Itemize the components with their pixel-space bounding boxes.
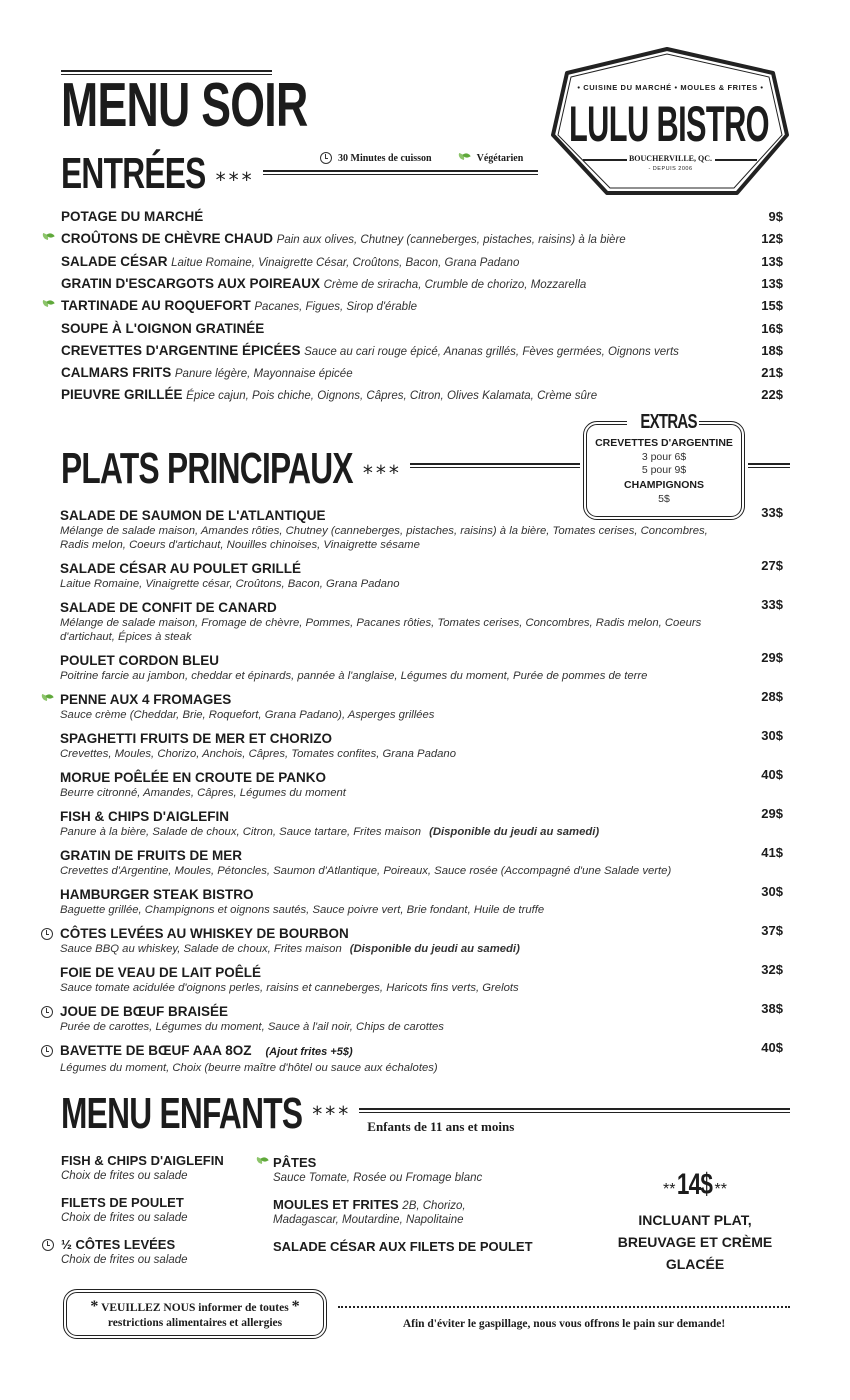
- item-desc: Sauce au cari rouge épicé, Ananas grillés, Fèves germées, Oignons verts: [304, 345, 679, 358]
- item-name: SALADE DE CONFIT DE CANARD: [60, 600, 277, 615]
- item-desc: Crème de sriracha, Crumble de chorizo, Mozzarella: [323, 278, 587, 291]
- item-name: JOUE DE BŒUF BRAISÉE: [60, 1004, 229, 1019]
- item-price: 13$: [761, 253, 783, 269]
- item-desc: Choix de frites ou salade: [61, 1212, 188, 1224]
- item-availability: (Disponible du jeudi au samedi): [349, 943, 520, 955]
- item-name: POULET CORDON BLEU: [60, 653, 220, 668]
- item-desc: Laitue Romaine, Vinaigrette César, Croûtons, Bacon, Grana Padano: [171, 256, 520, 269]
- item-desc: Baguette grillée, Champignons et oignons sautés, Sauce poivre vert, Brie fondant, Huile de truffe: [60, 904, 545, 916]
- item-name-note: (Ajout frites +5$): [265, 1046, 353, 1058]
- logo: [547, 45, 794, 197]
- item-name: CALMARS FRITS: [61, 365, 172, 381]
- kids-item: [273, 1197, 533, 1227]
- item-price: 40$: [761, 767, 783, 782]
- plat-item: [60, 691, 783, 722]
- item-desc: Sauce crème (Cheddar, Brie, Roquefort, Grana Padano), Asperges grillées: [60, 709, 435, 721]
- entrees-rule: [263, 170, 538, 175]
- item-name: PENNE AUX 4 FROMAGES: [60, 692, 232, 707]
- timer-icon: [320, 152, 332, 164]
- plat-item: [60, 808, 783, 839]
- timer-icon: [41, 1045, 53, 1057]
- item-name: FISH & CHIPS D'AIGLEFIN: [60, 809, 229, 824]
- item-desc: Laitue Romaine, Vinaigrette césar, Croûtons, Bacon, Grana Padano: [60, 578, 400, 590]
- item-desc: Purée de carottes, Légumes du moment, Sauce à l'ail noir, Chips de carottes: [60, 1021, 444, 1033]
- entree-item: [61, 321, 783, 336]
- plat-item: [60, 560, 783, 591]
- enfants-rule: [359, 1108, 790, 1113]
- entree-item: [61, 209, 783, 224]
- item-price: 33$: [761, 597, 783, 612]
- item-price: 29$: [761, 650, 783, 665]
- item-price: 28$: [761, 689, 783, 704]
- item-desc: Sauce tomate acidulée d'oignons perles, raisins et canneberges, Haricots fins verts, Grelots: [60, 982, 519, 994]
- plat-item: [60, 1003, 783, 1034]
- item-name: PIEUVRE GRILLÉE: [61, 387, 183, 403]
- item-price: 32$: [761, 962, 783, 977]
- item-name: GRATIN D'ESCARGOTS AUX POIREAUX: [61, 275, 320, 291]
- dotted-rule: [338, 1306, 790, 1308]
- item-price: 30$: [761, 728, 783, 743]
- legend-timer-label: 30 Minutes de cuisson: [338, 152, 432, 164]
- item-desc: Poitrine farcie au jambon, cheddar et épinards, pannée à l'anglaise, Légumes du moment, Purée de pommes de terre: [60, 670, 648, 682]
- item-price: 40$: [761, 1040, 783, 1055]
- entree-item: [61, 254, 783, 269]
- extras-title: EXTRAS: [627, 412, 699, 432]
- allergy-notice: * VEUILLEZ NOUS informer de toutes * restrictions alimentaires et allergies: [63, 1289, 327, 1339]
- plats-stars: ***: [362, 461, 402, 485]
- plat-item: [60, 730, 783, 761]
- item-name: TARTINADE AU ROQUEFORT: [61, 298, 251, 314]
- item-name: FOIE DE VEAU DE LAIT POÊLÉ: [60, 965, 262, 980]
- item-name: SALADE CÉSAR AU POULET GRILLÉ: [60, 561, 302, 576]
- item-desc: Choix de frites ou salade: [61, 1170, 188, 1182]
- item-price: 33$: [761, 505, 783, 520]
- item-name: BAVETTE DE BŒUF AAA 8OZ: [60, 1043, 252, 1058]
- item-name: SPAGHETTI FRUITS DE MER ET CHORIZO: [60, 731, 333, 746]
- item-desc: Légumes du moment, Choix (beurre maître d'hôtel ou sauce aux échalotes): [60, 1062, 438, 1074]
- item-desc: Épice cajun, Pois chiche, Oignons, Câpres, Citron, Olives Kalamata, Crème sûre: [186, 390, 598, 403]
- entree-item: [61, 387, 783, 402]
- extras-line: 3 pour 6$: [641, 451, 687, 463]
- item-name: MORUE POÊLÉE EN CROUTE DE PANKO: [60, 770, 327, 785]
- item-name: GRATIN DE FRUITS DE MER: [60, 848, 242, 863]
- leaf-icon: [458, 153, 471, 164]
- item-price: 38$: [761, 1001, 783, 1016]
- enfants-title: MENU ENFANTS: [61, 1089, 303, 1138]
- item-name: CÔTES LEVÉES AU WHISKEY DE BOURBON: [60, 926, 349, 941]
- item-name: SOUPE À L'OIGNON GRATINÉE: [61, 320, 265, 336]
- leaf-icon: [42, 233, 55, 244]
- plat-item: [60, 847, 783, 878]
- item-price: 9$: [768, 209, 783, 224]
- timer-icon: [42, 1239, 54, 1251]
- item-price: 30$: [761, 884, 783, 899]
- item-availability: (Disponible du jeudi au samedi): [429, 826, 600, 838]
- item-desc: Crevettes, Moules, Chorizo, Anchois, Câpres, Tomates confites, Grana Padano: [60, 748, 457, 760]
- item-name: CREVETTES D'ARGENTINE ÉPICÉES: [61, 342, 301, 358]
- extras-line: CHAMPIGNONS: [624, 479, 704, 491]
- extras-box: [583, 412, 745, 520]
- plat-item: [60, 599, 783, 644]
- plat-item: [60, 507, 783, 552]
- item-price: 37$: [761, 923, 783, 938]
- item-name: POTAGE DU MARCHÉ: [61, 209, 204, 224]
- item-desc: Panure à la bière, Salade de choux, Citron, Sauce tartare, Frites maison: [60, 826, 422, 838]
- leaf-icon: [42, 300, 55, 311]
- logo-city: BOUCHERVILLE, QC.: [628, 154, 713, 163]
- item-desc: Mélange de salade maison, Fromage de chèvre, Pommes, Pacanes rôties, Tomates cerises, Concombres, Radis melon, Coeurs d'artichaut, Épices à steak: [60, 617, 702, 643]
- legend-veg-label: Végétarien: [476, 152, 524, 164]
- item-price: 12$: [761, 231, 783, 247]
- plats-list: [60, 507, 783, 1083]
- entree-item: [61, 298, 783, 313]
- item-desc: Crevettes d'Argentine, Moules, Pétoncles, Saumon d'Atlantique, Poireaux, Sauce rosée (Accompagné d'une Salade verte): [60, 865, 672, 877]
- item-price: 29$: [761, 806, 783, 821]
- plat-item: [60, 652, 783, 683]
- item-price: 22$: [761, 387, 783, 403]
- timer-icon: [41, 928, 53, 940]
- item-name: HAMBURGER STEAK BISTRO: [60, 887, 254, 902]
- entrees-title: ENTRÉES: [61, 149, 206, 198]
- logo-tagline: • CUISINE DU MARCHÉ • MOULES & FRITES •: [577, 83, 764, 92]
- extras-line: 5$: [658, 493, 670, 505]
- enfants-stars: ***: [312, 1102, 352, 1126]
- item-desc: Mélange de salade maison, Amandes rôties, Chutney (canneberges, pistaches, raisins) à la bière, Tomates cerises, Concombres, Radis melon, Coeurs d'artichaut, Nouilles chinoises, Vinaigrette sésame: [60, 525, 708, 551]
- item-name: MOULES ET FRITES: [273, 1197, 399, 1212]
- item-desc: Panure légère, Mayonnaise épicée: [174, 368, 353, 381]
- page-title: MENU SOIR: [61, 71, 308, 140]
- bread-notice: Afin d'éviter le gaspillage, nous vous offrons le pain sur demande!: [402, 1318, 726, 1330]
- kids-item: [273, 1155, 533, 1185]
- item-desc-inline: 2B, Chorizo,: [402, 1200, 466, 1212]
- extras-line: CREVETTES D'ARGENTINE: [595, 437, 733, 449]
- item-desc: Sauce Tomate, Rosée ou Fromage blanc: [273, 1172, 483, 1184]
- item-name: SALADE DE SAUMON DE L'ATLANTIQUE: [60, 508, 326, 523]
- item-price: 27$: [761, 558, 783, 573]
- legend: [320, 152, 523, 164]
- leaf-icon: [256, 1157, 269, 1168]
- item-name: FILETS DE POULET: [61, 1195, 184, 1210]
- plat-item: [60, 1042, 783, 1075]
- item-desc: Choix de frites ou salade: [61, 1254, 188, 1266]
- entree-item: [61, 231, 783, 246]
- enfants-price-block: [600, 1168, 790, 1275]
- plats-rule: [410, 463, 580, 468]
- item-price: 18$: [761, 342, 783, 358]
- entree-item: [61, 365, 783, 380]
- entree-item: [61, 276, 783, 291]
- entree-item: [61, 343, 783, 358]
- item-name: PÂTES: [273, 1155, 317, 1170]
- timer-icon: [41, 1006, 53, 1018]
- enfants-includes: INCLUANT PLAT, BREUVAGE ET CRÈME GLACÉE: [617, 1212, 773, 1272]
- item-price: 21$: [761, 365, 783, 381]
- item-desc: Pain aux olives, Chutney (canneberges, pistaches, raisins) à la bière: [276, 234, 626, 247]
- item-price: 16$: [761, 320, 783, 336]
- kids-item: [273, 1239, 533, 1255]
- enfants-price: **14$ **: [663, 1168, 727, 1201]
- item-desc: Pacanes, Figues, Sirop d'érable: [254, 301, 418, 314]
- leaf-icon: [41, 694, 54, 705]
- item-price: 13$: [761, 275, 783, 291]
- plat-item: [60, 769, 783, 800]
- plats-title: PLATS PRINCIPAUX: [61, 444, 353, 493]
- plat-item: [60, 964, 783, 995]
- item-price: 15$: [761, 298, 783, 314]
- extras-line: 5 pour 9$: [641, 464, 687, 476]
- item-desc: Madagascar, Moutardine, Napolitaine: [273, 1214, 464, 1226]
- item-price: 41$: [761, 845, 783, 860]
- entrees-stars: ***: [215, 168, 255, 192]
- logo-since: - DEPUIS 2006: [648, 166, 693, 172]
- item-desc: Beurre citronné, Amandes, Câpres, Légumes du moment: [60, 787, 346, 799]
- item-name: ½ CÔTES LEVÉES: [61, 1237, 176, 1252]
- enfants-subtitle: Enfants de 11 ans et moins: [367, 1119, 515, 1134]
- plat-item: [60, 925, 783, 956]
- item-name: SALADE CÉSAR AUX FILETS DE POULET: [273, 1239, 533, 1254]
- plats-rule-right: [748, 463, 790, 468]
- logo-name: LULU BISTRO: [569, 96, 769, 152]
- item-name: SALADE CÉSAR: [61, 253, 168, 269]
- plat-item: [60, 886, 783, 917]
- item-desc: Sauce BBQ au whiskey, Salade de choux, Frites maison: [60, 943, 342, 955]
- item-name: CROÛTONS DE CHÈVRE CHAUD: [61, 231, 274, 247]
- item-name: FISH & CHIPS D'AIGLEFIN: [61, 1153, 224, 1168]
